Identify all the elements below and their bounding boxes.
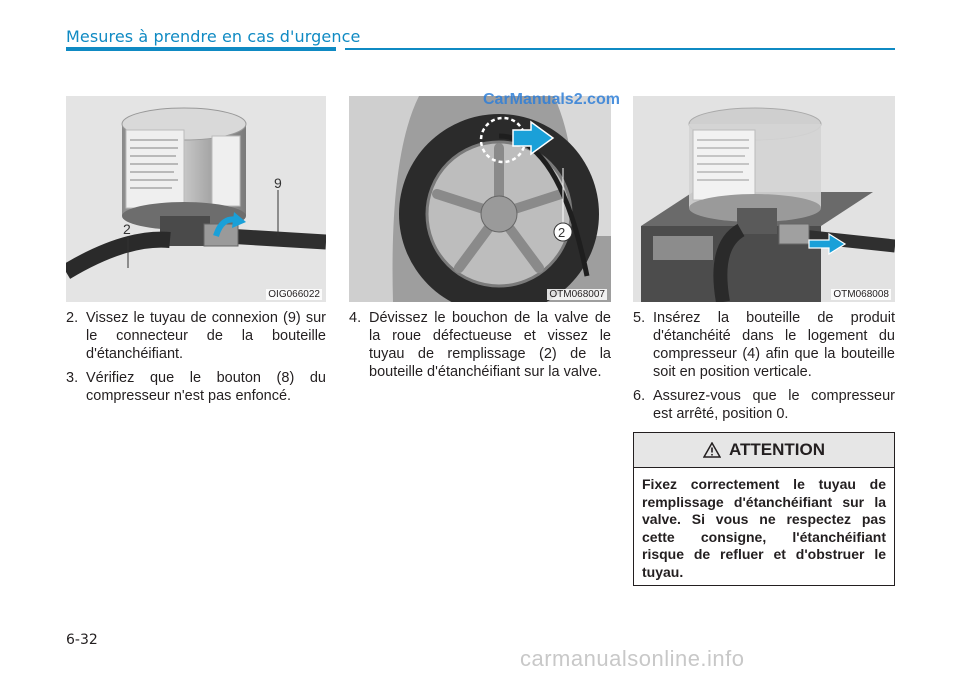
step-number: 4. <box>349 310 362 326</box>
step-3 <box>66 369 326 405</box>
figure-code: OTM068007 <box>549 289 605 300</box>
step-text: Dévissez le bouchon de la valve de la roue défectueuse et vissez le tuyau de remplissage (2) de la bouteille d'étanchéifiant sur la valve. <box>369 310 611 380</box>
middle-column-steps <box>349 309 611 387</box>
step-6 <box>633 387 895 423</box>
figure-wheel-valve <box>349 96 611 302</box>
figure-sealant-bottle-hose <box>66 96 326 302</box>
left-column-steps <box>66 309 326 411</box>
step-text: Vérifiez que le bouton (8) du compresseur n'est pas enfoncé. <box>86 370 326 404</box>
warning-triangle-icon <box>703 442 721 458</box>
sealant-bottle-illustration <box>66 96 326 302</box>
step-number: 3. <box>66 370 79 386</box>
section-rule-right <box>345 48 895 50</box>
callout-2: 2 <box>123 221 131 237</box>
step-4 <box>349 309 611 381</box>
step-text: Insérez la bouteille de produit d'étanchéité dans le logement du compresseur (4) afin que la bouteille soit en position verticale. <box>653 310 895 380</box>
figure-code: OTM068008 <box>833 289 889 300</box>
step-text: Vissez le tuyau de connexion (9) sur le connecteur de la bouteille d'étanchéifiant. <box>86 310 326 362</box>
wheel-valve-illustration <box>349 96 611 302</box>
step-number: 6. <box>633 388 646 404</box>
watermark-carmanuals2: CarManuals2.com <box>483 91 620 108</box>
watermark-carmanualsonline: carmanualsonline.info <box>520 646 745 671</box>
step-2 <box>66 309 326 363</box>
attention-text: Fixez correctement le tuyau de remplissage d'étanchéifiant sur la valve. Si vous ne respectez pas cette consigne, l'étanchéifiant risque de refluer et d'obstruer le tuyau. <box>642 476 886 580</box>
figure-code: OIG066022 <box>268 289 320 300</box>
section-rule-left <box>66 47 336 51</box>
callout-2: 2 <box>558 225 566 240</box>
compressor-illustration <box>633 96 895 302</box>
figure-compressor-bottle <box>633 96 895 302</box>
callout-9: 9 <box>274 175 282 191</box>
attention-box <box>633 432 895 586</box>
step-5 <box>633 309 895 381</box>
right-column-steps <box>633 309 895 429</box>
step-number: 5. <box>633 310 646 326</box>
step-text: Assurez-vous que le compresseur est arrêté, position 0. <box>653 388 895 422</box>
step-number: 2. <box>66 310 79 326</box>
page-number: 6-32 <box>66 632 98 648</box>
attention-header <box>634 433 894 468</box>
section-title: Mesures à prendre en cas d'urgence <box>66 27 361 46</box>
attention-title: ATTENTION <box>728 440 825 459</box>
